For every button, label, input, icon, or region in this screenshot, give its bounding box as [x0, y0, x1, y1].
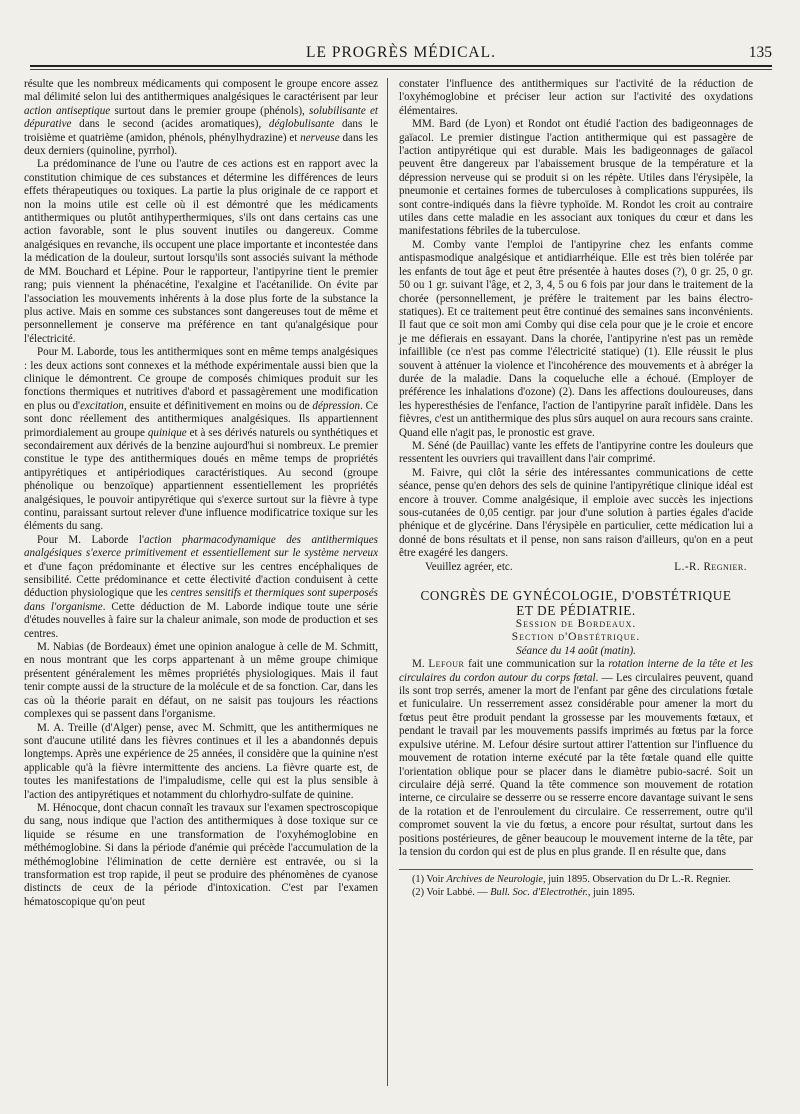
sitting-date: Séance du 14 août (matin).	[516, 644, 636, 657]
text-run: M. Faivre, qui clôt la série des intéressantes communications de cette séance, pense qu'en dehors des sels de quinine l'antipyrétique clinique idéal est encore à trouver. Comme analgésique, il emploie avec succès les injections sous-cutanées de 0,05 centigr. par jour d'une solution à parties égales d'acide phénique et de glycérine. Dans l'érysipèle en particulier, cette médication lui a donné de bons résultats et il pense, non sans raison d'ailleurs, qu'on en a peut être exagéré les dangers.	[399, 466, 753, 560]
footnote-rule	[399, 869, 753, 870]
text-run: . Ce sont donc réellement des antithermiques analgésiques. Ils appartiennent primordialement au groupe	[24, 399, 378, 439]
italic-run: déglobulisante	[268, 118, 335, 131]
paragraph	[399, 78, 753, 118]
text-run: M.	[412, 658, 429, 671]
signature: L.-R. Regnier.	[674, 560, 747, 573]
text-run: (2) Voir Labbé. —	[412, 886, 491, 898]
text-run: . — Les circulaires peuvent, quand ils sont trop serrés, amener la mort de l'enfant par gêne des circulations fœtale et funiculaire. Un resserrement assez considérable pour amener la mort du fœtus peut être produit pendant la grossesse par les mouvements fœtaux, et pendant le travail par les mouvements passifs imprimés au fœtus par la force expulsive utérine. M. Lefour désire surtout attirer l'attention sur l'influence du mouvement de rotation interne exécuté par la tête fœtale quand elle quitte l'orientation oblique pour se placer dans le diamètre pubio-sacré. Soit un circulaire déjà serré. Quand la tête commence son mouvement de rotation interne, ce circulaire se desserre ou se resserre encore davantage suivant le sens de la rotation et de l'enroulement du circulaire. Ce resserrement, outre qu'il compromet souvent la vie du fœtus, a encore pour résultat, surtout dans les positions postérieures, de gêner beaucoup le mouvement interne de la tête, par la tension du cordon qui est de plus en plus grande. Il en résulte que, dans	[399, 671, 753, 858]
paragraph	[399, 440, 753, 467]
running-title: LE PROGRÈS MÉDICAL.	[306, 44, 496, 61]
paragraph	[399, 239, 753, 440]
text-run: MM. Bard (de Lyon) et Rondot ont étudié l'action des badigeonnages de gaïacol. Le premier distingue l'action antithermique qui est passagère de l'action antipyrétique qui est durable. Mais les badigeonnages de gaïacol peuvent être dangereux par l'abaissement brusque de la température et la dépression nerveuse qui se produit si on les répète. Utiles dans l'érysipèle, la pneumonie et certaines formes de tuberculoses à complications suppurées, ils sont contre-indiqués dans la fièvre typhoïde. M. Rondot les croit au contraire utiles dans cette maladie en les associant aux toniques du cœur et dans les manifestations fébriles de la tuberculose.	[399, 118, 753, 238]
footnote	[399, 887, 753, 899]
paragraph	[399, 118, 753, 239]
italic-run: centres sensitifs et thermiques sont superposés dans l'organisme	[24, 587, 378, 613]
text-run: M. Comby vante l'emploi de l'antipyrine chez les enfants comme antispasmodique analgésique et antidiarrhéique. Elle est très bien tolérée par les enfants de tout âge et peut être présentée à hautes doses (?), 0 gr. 25, 0 gr. 50 ou 1 gr. suivant l'âge, et 2, 3, 4, 5 ou 6 fois par jour dans le traitement de la chorée (personnellement, je préfère le traitement par les bains électro-statiques). Et ce traitement peut être continué des semaines sans inconvénients. Il faut que ce soit mon ami Comby qui dise cela pour que je le croie et encore je me défierais en essayant. Dans la chorée, l'antipyrine n'est pas un remède infaillible (ce n'est pas comme l'électricité statique) (1). Elle réussit le plus souvent à atténuer la violence et l'incohérence des mouvements et à abréger la durée de la maladie. Dans la coqueluche elle a échoué. (Employer de préférence les inhalations d'ozone) (2). Dans les affections douloureuses, dans les hyperesthésies de l'enfance, l'action de l'antipyrine paraît infidèle. Dans les fièvres, c'est un antithermique des plus sûrs auquel on aura recours sans crainte. Quand elle n'agit pas, le pronostic est grave.	[399, 238, 753, 439]
text-run: surtout dans le premier groupe (phénols),	[110, 104, 310, 117]
paragraph	[24, 722, 378, 802]
text-run: Pour M. Laborde l'	[37, 533, 144, 546]
italic-run: nerveuse	[300, 131, 340, 144]
italic-run: dépression	[312, 399, 361, 412]
italic-run: excitation	[80, 399, 124, 412]
paragraph	[399, 467, 753, 561]
left-column-paragraphs	[24, 78, 378, 909]
paragraph	[24, 641, 378, 721]
paragraph	[24, 78, 378, 158]
congress-title-line-2: ET DE PÉDIATRIE.	[516, 603, 636, 619]
text-run: dans le second (acides aromatiques),	[71, 118, 269, 131]
header-rule-thick	[30, 65, 772, 67]
right-column-paragraphs	[399, 78, 753, 561]
text-run: M. Séné (de Pauillac) vante les effets de l'antipyrine contre les douleurs que ressentent les ouvriers qui travaillent dans l'air comprimé.	[399, 439, 753, 466]
paragraph	[24, 534, 378, 641]
text-run: , juin 1895.	[587, 886, 635, 898]
column-divider	[387, 78, 388, 1086]
letter-closing	[399, 561, 753, 574]
italic-run: action antiseptique	[24, 104, 111, 117]
congress-heading	[399, 588, 753, 618]
page-number: 135	[748, 44, 772, 61]
text-run: La prédominance de l'une ou l'autre de ces actions est en rapport avec la constitution chimique de ces substances et détermine les différences de leurs effets thérapeutiques ou toxiques. La partie la plus originale de ce rapport et non la moins utile est celle où il est démontré que les médicaments antithermiques ou plutôt antihyperthermiques, s'ils ont dans certains cas une action favorable, sont le plus souvent inutiles ou dangereux. Comme analgésiques en revanche, ils occupent une place importante et incontestée dans la médication de la douleur, surtout lorsqu'ils sont associés suivant la méthode de MM. Bouchard et Lépine. Pour le rapporteur, l'antipyrine tient le premier rang; puis viennent la phénacétine, l'exalgine et l'acétanilide. On évite par l'association les mouvements inhérents à la dose plus forte de la substance la plus active. Mais en somme ces substances sont dangereuses tout de même et personnellement je conserve ma préférence en tant qu'analgésique pour l'électricité.	[24, 158, 378, 345]
paragraph	[399, 658, 753, 859]
paragraph	[24, 346, 378, 534]
text-run: M. Hénocque, dont chacun connaît les travaux sur l'examen spectroscopique du sang, nous indique que l'action des antithermiques à dose toxique sur ce liquide se résume en une transformation de l'oxyhémoglobine en méthémoglobine. Si dans la période d'anémie qui précède l'accumulation de la méthémoglobine l'élimination de cette dernière est entravée, ou si la transformation est trop rapide, il peut se produire des phénomènes de cyanose distincts de ceux de la période d'intoxication. C'est par l'examen hématoscopique qu'on peut	[24, 801, 378, 908]
italic-run: action pharmacodynamique des antithermiques analgésiques s'exerce primitivement et essentiellement sur le système nerveux	[24, 533, 378, 560]
text-run: et à ses dérivés naturels ou synthétiques et secondairement aux dérivés de la benzine aujourd'hui si nombreux. Le premier constitue le type des antithermiques doués en même temps de propriétés antipyrétiques et antipériodiques caractéristiques. Au second (groupe phénolique ou benzoïque) appartiennent essentiellement les propriétés analgésiques, le pouvoir antipyrétique qui s'exerce surtout sur la fièvre à type continu, paraissant surtout relever d'une influence modificatrice toxique sur les éléments du sang.	[24, 426, 378, 533]
footnotes	[399, 874, 753, 899]
footnote	[399, 874, 753, 886]
session-heading: Session de Bordeaux.	[515, 618, 637, 631]
text-run: , juin 1895. Observation du Dr L.-R. Regnier.	[542, 874, 731, 886]
header-rule-thin	[30, 69, 772, 70]
paragraph	[24, 158, 378, 346]
text-run: Pour M. Laborde, tous les antithermiques sont en même temps analgésiques : les deux actions sont connexes et la méthode expérimentale aussi bien que la clinique le démontrent. Ce groupe de composés chimiques produit sur les fonctions thermiques et nutritives d'abord et passagèrement une modification en plus ou d'	[24, 346, 378, 412]
text-run: constater l'influence des antithermiques sur l'activité de la réduction de l'oxyhémoglobine et préciser leur action sur l'activité des oxydations élémentaires.	[399, 78, 753, 117]
italic-run: solubilisante et dépurative	[24, 104, 379, 131]
italic-run: Archives de Neurologie	[446, 874, 543, 886]
small-caps-run: Lefour	[428, 658, 465, 671]
paragraph	[24, 802, 378, 909]
text-run: M. Nabias (de Bordeaux) émet une opinion analogue à celle de M. Schmitt, en nous montrant que les corps appartenant à un même groupe chimique présentent généralement les mêmes propriétés physiologiques. Mais il faut tenir compte aussi de la structure de la molécule et de sa fonction. Car, dans les cas où la théorie parait en défaut, on ne saisit pas toujours les réactions complexes qui se passent dans l'organisme.	[24, 641, 378, 721]
italic-run: rotation interne de la tête et les circulaires du cordon autour du corps fœtal	[399, 658, 753, 684]
text-run: fait une communication sur la	[464, 658, 609, 671]
text-run: dans les deux derniers (quinoline, pyrrhol).	[24, 131, 378, 158]
congress-title-line-1: CONGRÈS DE GYNÉCOLOGIE, D'OBSTÉTRIQUE	[420, 588, 732, 604]
right-column	[399, 78, 753, 899]
left-column	[24, 78, 378, 909]
text-run: résulte que les nombreux médicaments qui composent le groupe encore assez mal délimité selon lui des antithermiques analgésiques le caractérisent par leur	[24, 78, 378, 104]
closing-formula: Veuillez agréer, etc.	[425, 560, 513, 573]
italic-run: quinique	[147, 426, 187, 439]
text-run: dans le troisième et quatrième (amidon, phénols, phénylhydrazine) et	[24, 118, 378, 144]
text-run: , ensuite et définitivement en moins ou de	[123, 399, 313, 412]
text-run: (1) Voir	[412, 874, 447, 886]
section-heading: Section d'Obstétrique.	[511, 631, 641, 644]
text-run: et d'une façon prédominante et élective sur les centres encéphaliques de sensibilité. Cette prédominance et cette électivité d'action conduisent à cette déduction physiologique que les	[24, 560, 378, 600]
italic-run: Bull. Soc. d'Electrothér.	[490, 886, 588, 898]
congress-report-paragraphs	[399, 658, 753, 859]
text-run: M. A. Treille (d'Alger) pense, avec M. Schmitt, que les antithermiques ne sont d'aucune utilité dans les fièvres continues et il les a abandonnés depuis longtemps. Après une expérience de 25 années, il considère que la quinine n'est applicable qu'à la fièvre intermittente des anciens. La fièvre quarte est, de toutes les manifestations de l'impaludisme, celle qui est la plus sensible à l'action des antipyrétiques et notamment du chlorhydro-sulfate de quinine.	[24, 721, 378, 801]
text-run: . Cette déduction de M. Laborde indique toute une série d'études nouvelles à faire sur la chaleur animale, son mode de production et ses centres.	[24, 600, 378, 640]
